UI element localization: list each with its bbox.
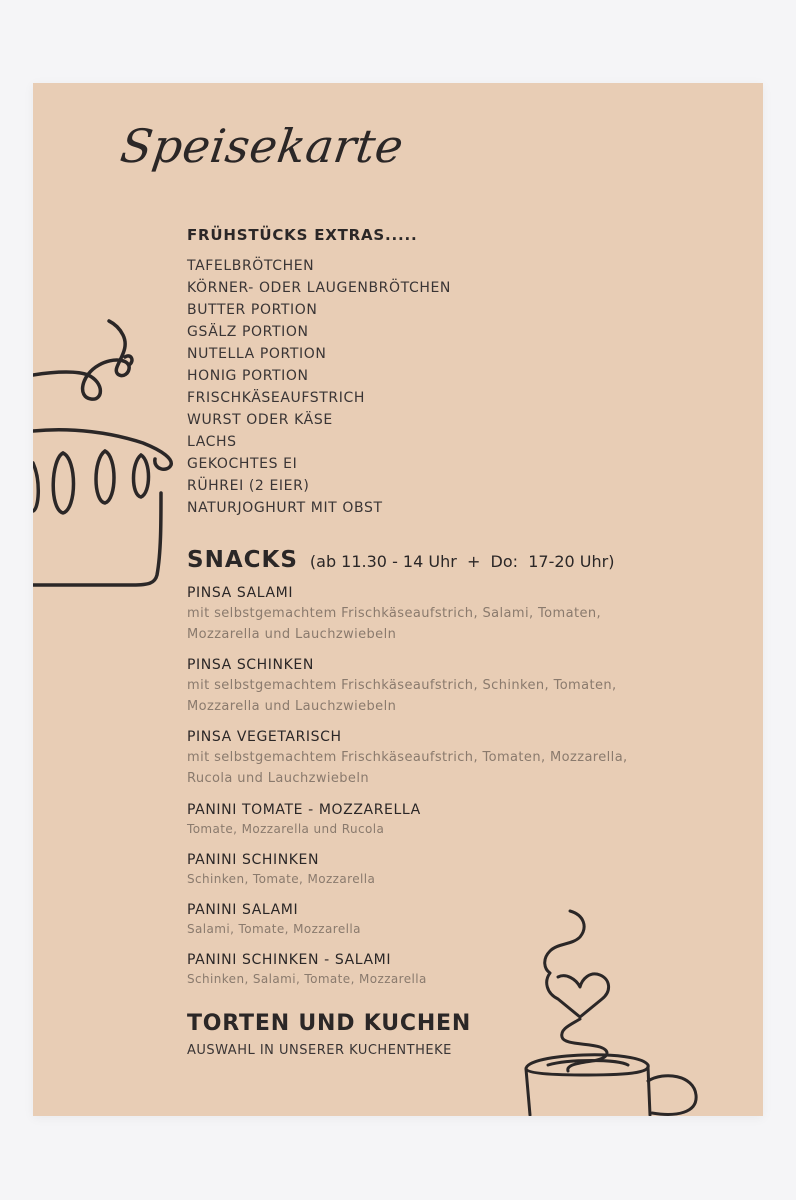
- snack-item: [187, 655, 747, 717]
- snack-description: Schinken, Tomate, Mozzarella: [187, 872, 376, 886]
- snack-item: [187, 850, 747, 889]
- snack-item: [187, 800, 747, 839]
- list-item: GSÄLZ PORTION: [187, 324, 309, 340]
- list-item: FRISCHKÄSEAUFSTRICH: [187, 390, 365, 406]
- breakfast-extras-heading: FRÜHSTÜCKS EXTRAS.....: [187, 226, 418, 244]
- cake-line-drawing-icon: [33, 313, 183, 593]
- snack-description: Schinken, Salami, Tomate, Mozzarella: [187, 972, 427, 986]
- snack-description: mit selbstgemachtem Frischkäseaufstrich, Tomaten, Mozzarella,: [187, 750, 628, 765]
- cakes-subtitle: AUSWAHL IN UNSERER KUCHENTHEKE: [187, 1043, 452, 1058]
- snack-name: PANINI SCHINKEN: [187, 852, 320, 868]
- snack-name: PANINI TOMATE - MOZZARELLA: [187, 802, 421, 818]
- list-item: NUTELLA PORTION: [187, 346, 327, 362]
- snack-item: [187, 900, 747, 939]
- snack-description: Mozzarella und Lauchzwiebeln: [187, 699, 397, 714]
- snack-name: PANINI SCHINKEN - SALAMI: [187, 952, 392, 968]
- snack-name: PINSA VEGETARISCH: [187, 729, 342, 745]
- snack-description: Rucola und Lauchzwiebeln: [187, 771, 369, 786]
- snack-name: PINSA SALAMI: [187, 585, 294, 601]
- menu-title: Speisekarte: [117, 119, 408, 173]
- breakfast-extras-list: [187, 255, 747, 519]
- snack-description: Mozzarella und Lauchzwiebeln: [187, 627, 397, 642]
- list-item: TAFELBRÖTCHEN: [187, 258, 315, 274]
- snack-description: mit selbstgemachtem Frischkäseaufstrich, Salami, Tomaten,: [187, 606, 602, 621]
- menu-content: [187, 226, 747, 1058]
- list-item: RÜHREI (2 EIER): [187, 478, 310, 494]
- snack-description: Tomate, Mozzarella und Rucola: [187, 822, 385, 836]
- snacks-heading: [187, 547, 747, 573]
- snack-item: [187, 727, 747, 789]
- menu-card: [33, 83, 763, 1116]
- cakes-heading: TORTEN UND KUCHEN: [187, 1011, 472, 1036]
- snack-description: mit selbstgemachtem Frischkäseaufstrich, Schinken, Tomaten,: [187, 678, 617, 693]
- list-item: NATURJOGHURT MIT OBST: [187, 500, 383, 516]
- snack-item: [187, 583, 747, 645]
- snack-name: PINSA SCHINKEN: [187, 657, 314, 673]
- snacks-hours: (ab 11.30 - 14 Uhr + Do: 17-20 Uhr): [309, 552, 615, 571]
- snack-description: Salami, Tomate, Mozzarella: [187, 922, 361, 936]
- snack-name: PANINI SALAMI: [187, 902, 299, 918]
- snack-item: [187, 950, 747, 989]
- list-item: BUTTER PORTION: [187, 302, 318, 318]
- snacks-title: SNACKS: [187, 547, 298, 573]
- list-item: HONIG PORTION: [187, 368, 309, 384]
- list-item: GEKOCHTES EI: [187, 456, 298, 472]
- list-item: LACHS: [187, 434, 237, 450]
- list-item: KÖRNER- ODER LAUGENBRÖTCHEN: [187, 280, 451, 296]
- list-item: WURST ODER KÄSE: [187, 412, 333, 428]
